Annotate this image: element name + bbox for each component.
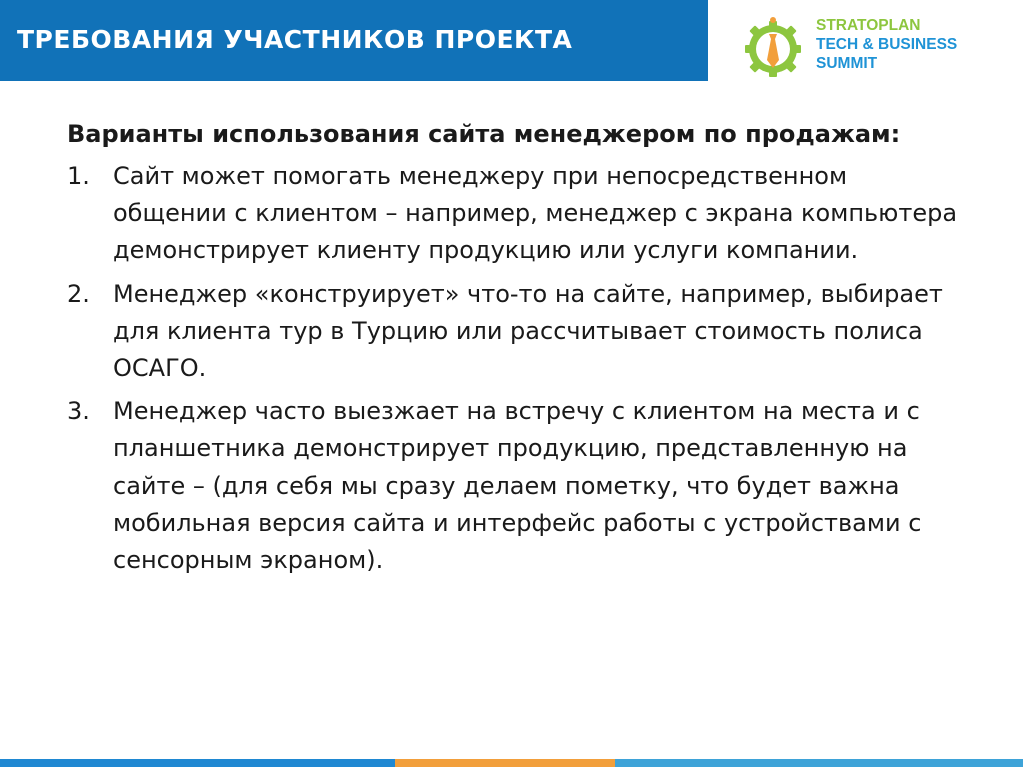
logo-line-summit: SUMMIT bbox=[816, 55, 878, 72]
gear-tie-icon bbox=[742, 16, 804, 78]
list-item bbox=[67, 393, 967, 579]
slide-title: ТРЕБОВАНИЯ УЧАСТНИКОВ ПРОЕКТА bbox=[17, 25, 573, 54]
logo-wordmark bbox=[816, 16, 957, 73]
footer-color-bar bbox=[0, 759, 1023, 767]
title-banner bbox=[0, 0, 708, 81]
footer-segment-orange bbox=[395, 759, 615, 767]
list-item-number: 1. bbox=[67, 162, 90, 190]
logo-line-tech-business: TECH & BUSINESS bbox=[816, 36, 958, 53]
use-case-list bbox=[67, 158, 967, 579]
footer-segment-blue bbox=[0, 759, 395, 767]
list-item-number: 2. bbox=[67, 279, 90, 308]
summit-logo bbox=[742, 14, 1012, 78]
section-subheading: Варианты использования сайта менеджером по продажам: bbox=[67, 120, 901, 148]
list-item-text: Менеджер часто выезжает на встречу с клиентом на места и с планшетника демонстрирует продукцию, представленную на сайте – (для себя мы сразу делаем пометку, что будет важна мобильная версия сайта и интерфейс работы с устройствами с сенсорным экраном). bbox=[113, 397, 922, 575]
logo-line-stratoplan: STRATOPLAN bbox=[816, 17, 921, 34]
list-item-number: 3. bbox=[67, 397, 90, 426]
list-item bbox=[67, 158, 967, 270]
list-item-text: Менеджер «конструирует» что-то на сайте, например, выбирает для клиента тур в Турцию или рассчитывает стоимость полиса ОСАГО. bbox=[113, 279, 943, 383]
footer-segment-teal bbox=[615, 759, 1023, 767]
slide-body bbox=[67, 116, 967, 585]
list-item bbox=[67, 276, 967, 388]
list-item-text: Сайт может помогать менеджеру при непосредственном общении с клиентом – например, менеджер с экрана компьютера демонстрирует клиенту продукцию или услуги компании. bbox=[113, 162, 958, 265]
